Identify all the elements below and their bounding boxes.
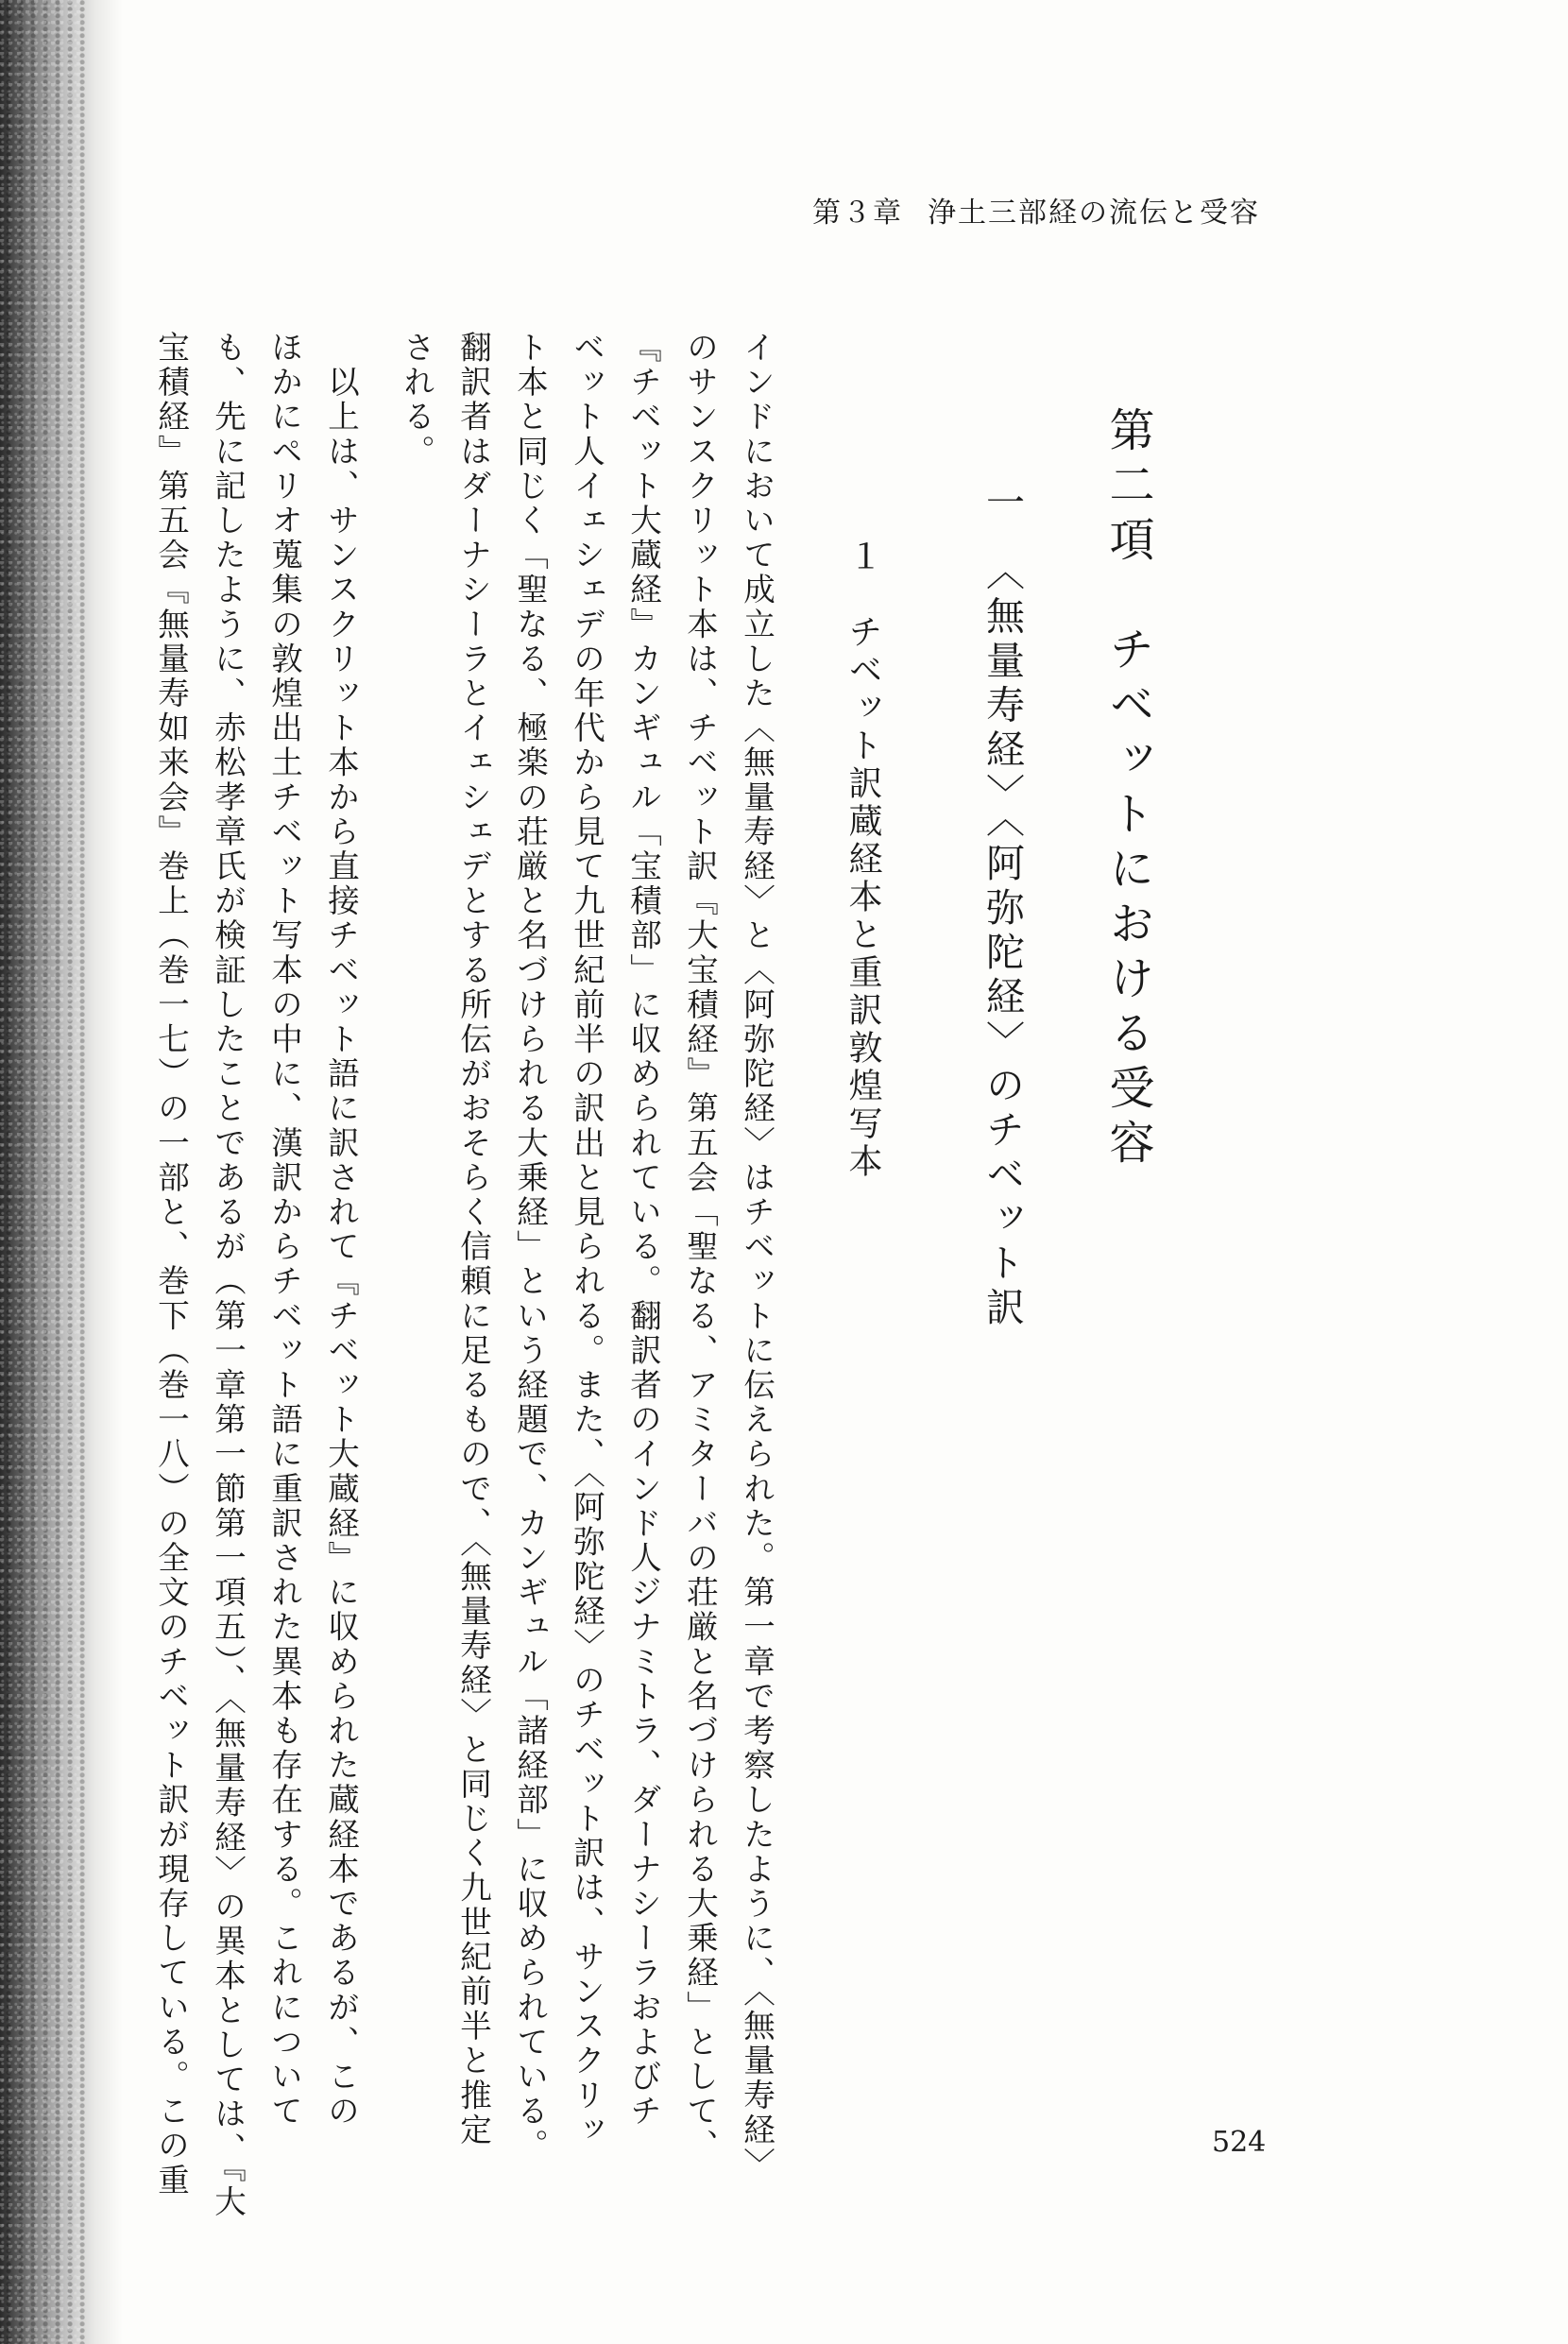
body-line-6: 翻訳者はダーナシーラとイェシェデとする所伝がおそらく信頼に足るもので、〈無量寿経〉と同じく九世紀前半と推定	[454, 331, 492, 2148]
body-line-5: ト本と同じく「聖なる、極楽の荘厳と名づけられる大乗経」という経題で、カンギュル「諸経部」に収められている。	[511, 331, 549, 2164]
running-head	[812, 189, 1260, 231]
body-line-10: も、先に記したように、赤松孝章氏が検証したことであるが（第一章第一節第一項五）、〈無量寿経〉の異本としては、『大	[209, 331, 247, 2220]
body-line-11: 宝積経』第五会『無量寿如来会』巻上（巻一七）の一部と、巻下（巻一八）の全文のチベット訳が現存している。この重	[152, 331, 190, 2199]
page-number: 524	[1212, 2126, 1267, 2159]
running-head-title: 浄土三部経の流伝と受容	[928, 197, 1260, 230]
section-title: 第二項 チベットにおける受容	[1101, 406, 1154, 1173]
body-line-9: ほかにペリオ蒐集の敦煌出土チベット写本の中に、漢訳からチベット語に重訳された異本も存在する。これについて	[265, 331, 303, 2130]
body-line-8: 以上は、サンスクリット本から直接チベット語に訳されて『チベット大蔵経』に収められた蔵経本であるが、この	[322, 331, 360, 2130]
body-line-1: インドにおいて成立した〈無量寿経〉と〈阿弥陀経〉はチベットに伝えられた。第一章で考察したように、〈無量寿経〉	[738, 331, 775, 2182]
gutter-noise	[0, 0, 85, 2344]
body-line-2: のサンスクリット本は、チベット訳『大宝積経』第五会「聖なる、アミターバの荘厳と名づけられる大乗経」として、	[681, 331, 719, 2164]
body-line-3: 『チベット大蔵経』カンギュル「宝積部」に収められている。翻訳者のインド人ジナミトラ、ダーナシーラおよびチ	[624, 331, 662, 2130]
running-head-chapter: 第３章	[812, 197, 903, 230]
body-line-4: ベット人イェシェデの年代から見て九世紀前半の訳出と見られる。また、〈阿弥陀経〉のチベット訳は、サンスクリッ	[568, 331, 605, 2148]
subsection-title: 一 〈無量寿経〉〈阿弥陀経〉のチベット訳	[980, 482, 1025, 1331]
body-line-7: される。	[398, 331, 435, 470]
subsubsection-title: １ チベット訳蔵経本と重訳敦煌写本	[844, 539, 882, 1181]
